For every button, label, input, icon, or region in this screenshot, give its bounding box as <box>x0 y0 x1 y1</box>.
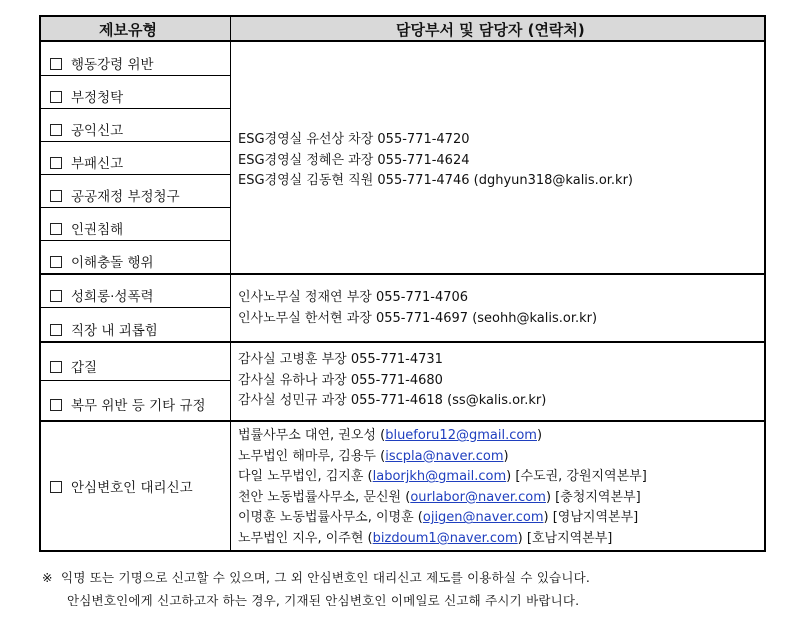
report-contact-table <box>39 15 766 552</box>
report-type-item[interactable]: 부정청탁 <box>50 86 123 106</box>
checkbox-icon <box>50 58 62 70</box>
row-divider <box>41 207 230 208</box>
contact-line: 감사실 고병훈 부장 055-771-4731 <box>238 352 443 367</box>
checkbox-icon <box>50 324 62 336</box>
report-type-item[interactable]: 행동강령 위반 <box>50 53 154 73</box>
report-type-item[interactable]: 복무 위반 등 기타 규정 <box>50 394 206 414</box>
column-divider <box>230 17 231 550</box>
report-type-item[interactable]: 공익신고 <box>50 119 123 139</box>
contact-line: 인사노무실 한서현 과장 055-771-4697 (seohh@kalis.or.kr) <box>238 310 598 326</box>
lawyer-line: 천안 노동법률사무소, 문신원 (ourlabor@naver.com) [충청지역본부] <box>238 489 641 505</box>
contact-line: ESG경영실 정혜은 과장 055-771-4624 <box>238 152 470 168</box>
group-divider <box>41 420 764 422</box>
email-link[interactable]: laborjkh@gmail.com <box>372 469 507 485</box>
lawyer-line: 이명훈 노동법률사무소, 이명훈 (ojigen@naver.com) [영남지역본부] <box>238 510 639 526</box>
email-link[interactable]: bizdoum1@naver.com <box>372 530 518 546</box>
note-line-1: ※ 익명 또는 기명으로 신고할 수 있으며, 그 외 안심변호인 대리신고 제도를 이용하실 수 있습니다. <box>42 570 591 585</box>
region-label: [영남지역본부] <box>552 510 639 526</box>
report-type-item[interactable]: 부패신고 <box>50 152 123 172</box>
note-mark: ※ <box>42 570 53 585</box>
checkbox-icon <box>50 157 62 169</box>
type-column-header: 제보유형 <box>99 21 157 39</box>
checkbox-icon <box>50 223 62 235</box>
checkbox-icon <box>50 124 62 136</box>
row-divider <box>41 240 230 241</box>
contact-line: 감사실 성민규 과장 055-771-4618 (ss@kalis.or.kr) <box>238 393 547 409</box>
contact-list <box>238 350 546 412</box>
row-divider <box>41 141 230 142</box>
contact-line: ESG경영실 유선상 차장 055-771-4720 <box>238 132 470 147</box>
lawyer-line: 노무법인 지우, 이주현 (bizdoum1@naver.com) [호남지역본부] <box>238 530 613 546</box>
lawyer-line: 노무법인 해마루, 김용두 (iscpla@naver.com) <box>238 448 509 464</box>
contact-line: 인사노무실 정재연 부장 055-771-4706 <box>238 290 469 305</box>
contact-line: 감사실 유하나 과장 055-771-4680 <box>238 372 443 388</box>
region-label: [수도권, 강원지역본부] <box>515 469 647 485</box>
report-type-item[interactable]: 안심변호인 대리신고 <box>50 476 193 496</box>
group-divider <box>41 341 764 343</box>
report-type-item[interactable]: 이해충돌 행위 <box>50 251 154 271</box>
checkbox-icon <box>50 290 62 302</box>
report-type-item[interactable]: 인권침해 <box>50 218 123 238</box>
region-label: [충청지역본부] <box>555 489 641 505</box>
contact-line: ESG경영실 김동현 직원 055-771-4746 (dghyun318@kalis.or.kr) <box>238 173 634 189</box>
checkbox-icon <box>50 190 62 202</box>
contact-column-header: 담당부서 및 담당자 (연락처) <box>396 21 585 39</box>
lawyer-line: 법률사무소 대연, 권오성 (blueforu12@gmail.com) <box>238 428 543 443</box>
row-divider <box>41 75 230 76</box>
checkbox-icon <box>50 256 62 268</box>
email-link[interactable]: iscpla@naver.com <box>385 448 504 464</box>
report-type-item[interactable]: 공공재정 부정청구 <box>50 185 180 205</box>
contact-list <box>238 288 597 329</box>
checkbox-icon <box>50 399 62 411</box>
note-line-2: 안심변호인에게 신고하고자 하는 경우, 기재된 안심변호인 이메일로 신고해 주시기 바랍니다. <box>67 593 580 608</box>
row-divider <box>41 174 230 175</box>
checkbox-icon <box>50 481 62 493</box>
lawyer-line: 다일 노무법인, 김지훈 (laborjkh@gmail.com) [수도권, 강원지역본부] <box>238 469 647 485</box>
email-link[interactable]: ojigen@naver.com <box>422 510 544 526</box>
report-type-item[interactable]: 성희롱·성폭력 <box>50 285 154 305</box>
lawyer-list <box>238 426 647 550</box>
group-divider <box>41 273 764 275</box>
checkbox-icon <box>50 361 62 373</box>
report-type-item[interactable]: 직장 내 괴롭힘 <box>50 319 158 339</box>
contact-list <box>238 130 633 192</box>
report-type-item[interactable]: 갑질 <box>50 356 97 376</box>
row-divider <box>41 380 230 381</box>
row-divider <box>41 108 230 109</box>
checkbox-icon <box>50 91 62 103</box>
region-label: [호남지역본부] <box>526 530 613 546</box>
email-link[interactable]: ourlabor@naver.com <box>410 489 546 505</box>
table-header <box>41 17 764 42</box>
row-divider <box>41 307 230 308</box>
email-link[interactable]: blueforu12@gmail.com <box>385 428 537 443</box>
